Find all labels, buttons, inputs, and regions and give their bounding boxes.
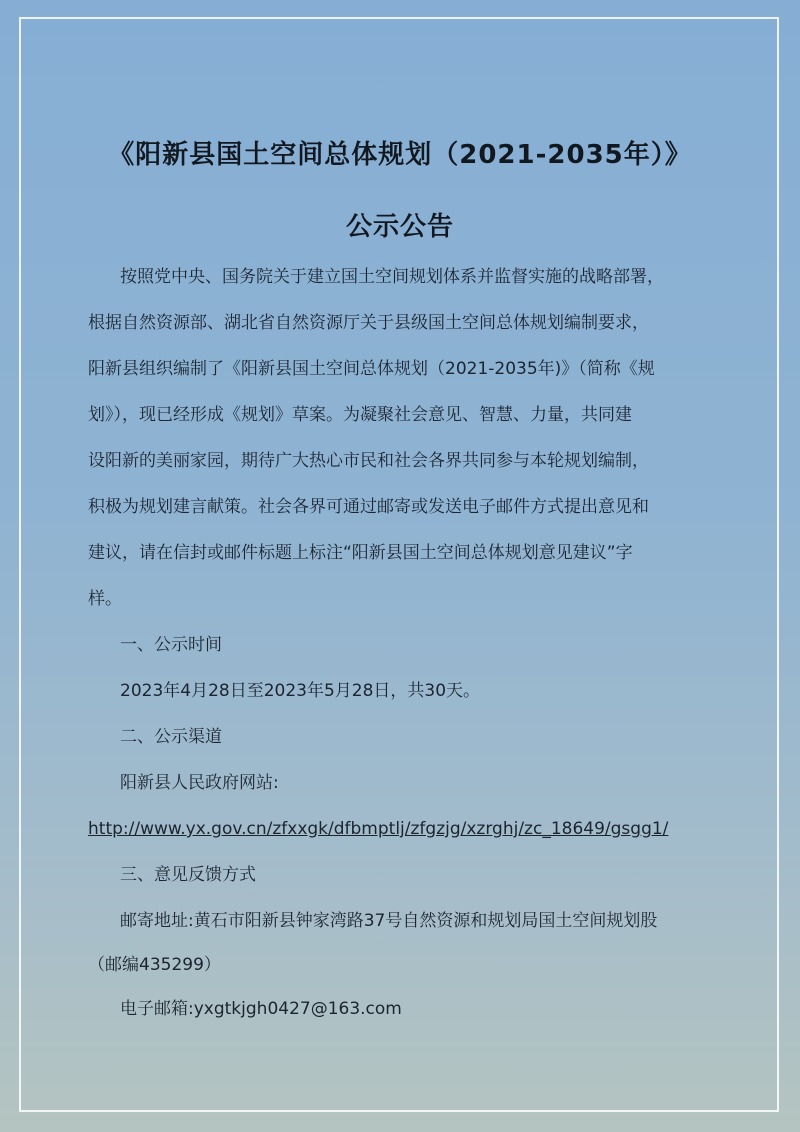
government-website-link[interactable]: http://www.yx.gov.cn/zfxxgk/dfbmptlj/zfgzjg/xzrghj/zc_18649/gsgg1/ [88,819,669,839]
body-line-1: 按照党中央、国务院关于建立国土空间规划体系并监督实施的战略部署， [120,267,664,287]
website-label: 阳新县人民政府网站: [120,773,279,793]
section-1-heading: 一、公示时间 [120,635,222,655]
notice-title: 《阳新县国土空间总体规划（2021-2035年）》 [108,140,692,170]
body-line-2: 根据自然资源部、湖北省自然资源厅关于县级国土空间总体规划编制要求， [88,313,649,333]
mail-address-line-1: 邮寄地址:黄石市阳新县钟家湾路37号自然资源和规划局国土空间规划股 [120,911,658,931]
body-line-4: 划》），现已经形成《规划》草案。为凝聚社会意见、智慧、力量，共同建 [88,405,632,425]
email-address-text: 电子邮箱:yxgtkjgh0427@163.com [120,999,402,1019]
body-line-5: 设阳新的美丽家园，期待广大热心市民和社会各界共同参与本轮规划编制， [88,451,649,471]
section-2-heading: 二、公示渠道 [120,727,222,747]
body-line-3: 阳新县组织编制了《阳新县国土空间总体规划（2021-2035年)》（简称《规 [88,359,655,379]
body-line-7: 建议，请在信封或邮件标题上标注“阳新县国土空间总体规划意见建议”字 [88,543,633,563]
body-line-6: 积极为规划建言献策。社会各界可通过邮寄或发送电子邮件方式提出意见和 [88,497,649,517]
publicity-period-text: 2023年4月28日至2023年5月28日，共30天。 [120,681,481,701]
notice-subtitle: 公示公告 [345,212,454,242]
body-line-8: 样。 [88,589,122,609]
section-3-heading: 三、意见反馈方式 [120,865,256,885]
mail-address-postcode: （邮编435299） [88,955,221,975]
